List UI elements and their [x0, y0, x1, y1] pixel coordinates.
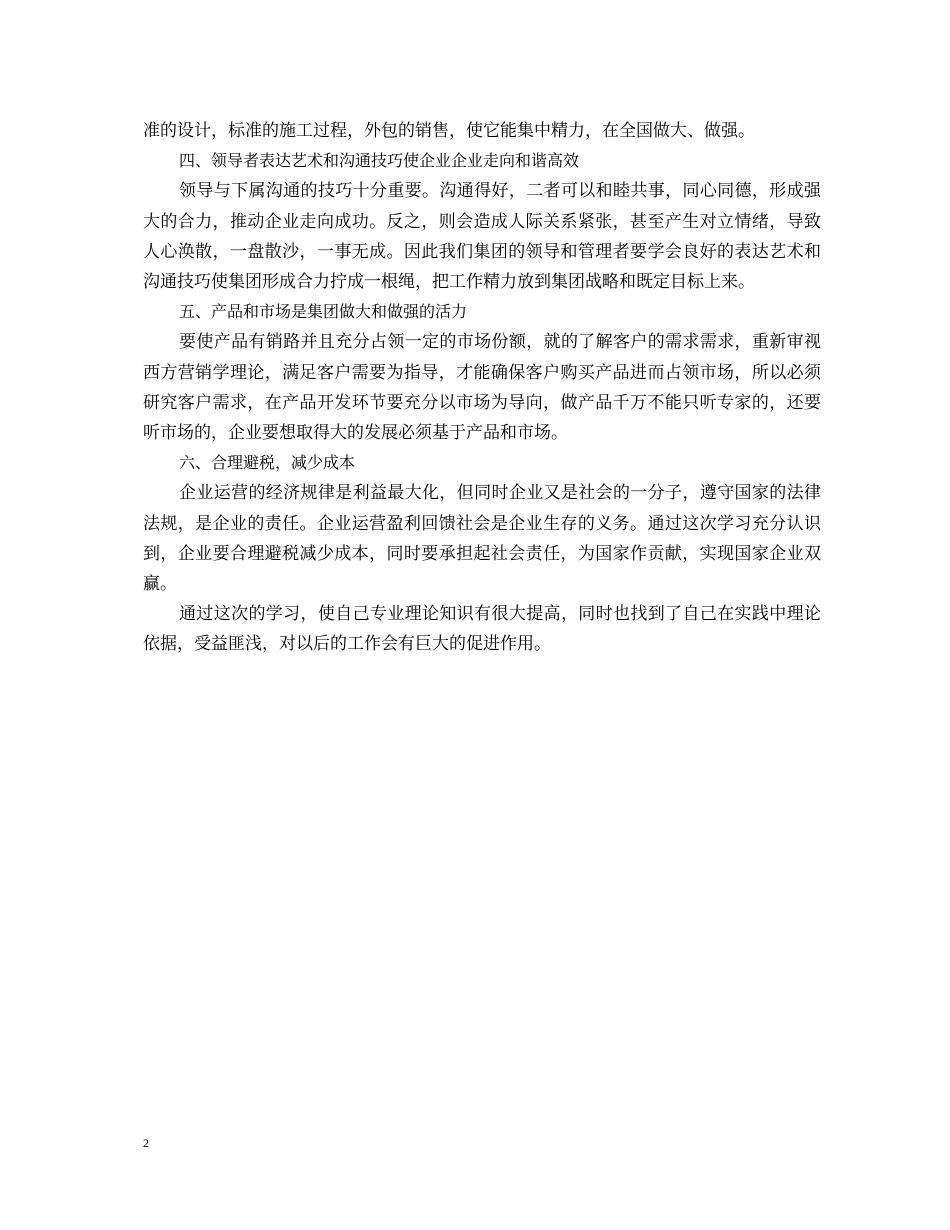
page-number: 2: [143, 1136, 149, 1150]
paragraph-product-market: 要使产品有销路并且充分占领一定的市场份额，就的了解客户的需求需求，重新审视西方营销学理论，满足客户需要为指导，才能确保客户购买产品进而占领市场，所以必须研究客户需求，在产品开发环节要充分以市场为导向，做产品千万不能只听专家的，还要听市场的，企业要想取得大的发展必须基于产品和市场。: [143, 332, 821, 444]
paragraph-tax: 企业运营的经济规律是利益最大化，但同时企业又是社会的一分子，遵守国家的法律法规，是企业的责任。企业运营盈利回馈社会是企业生存的义务。通过这次学习充分认识到，企业要合理避税减少成本，同时要承担起社会责任，为国家作贡献，实现国家企业双赢。: [143, 483, 821, 595]
section-heading-four: 四、领导者表达艺术和沟通技巧使企业企业走向和谐高效: [179, 151, 580, 171]
paragraph-communication: 领导与下属沟通的技巧十分重要。沟通得好，二者可以和睦共事，同心同德，形成强大的合力，推动企业走向成功。反之，则会造成人际关系紧张，甚至产生对立情绪，导致人心涣散，一盘散沙，一事无成。因此我们集团的领导和管理者要学会良好的表达艺术和沟通技巧使集团形成合力拧成一根绳，把工作精力放到集团战略和既定目标上来。: [143, 181, 821, 293]
paragraph-conclusion: 通过这次的学习，使自己专业理论知识有很大提高，同时也找到了自己在实践中理论依据，受益匪浅，对以后的工作会有巨大的促进作用。: [143, 604, 821, 655]
paragraph-continuation: 准的设计，标准的施工过程，外包的销售，使它能集中精力，在全国做大、做强。: [143, 121, 755, 141]
section-heading-five: 五、产品和市场是集团做大和做强的活力: [179, 302, 468, 322]
section-heading-six: 六、合理避税，减少成本: [179, 453, 356, 473]
document-body: [143, 116, 821, 660]
